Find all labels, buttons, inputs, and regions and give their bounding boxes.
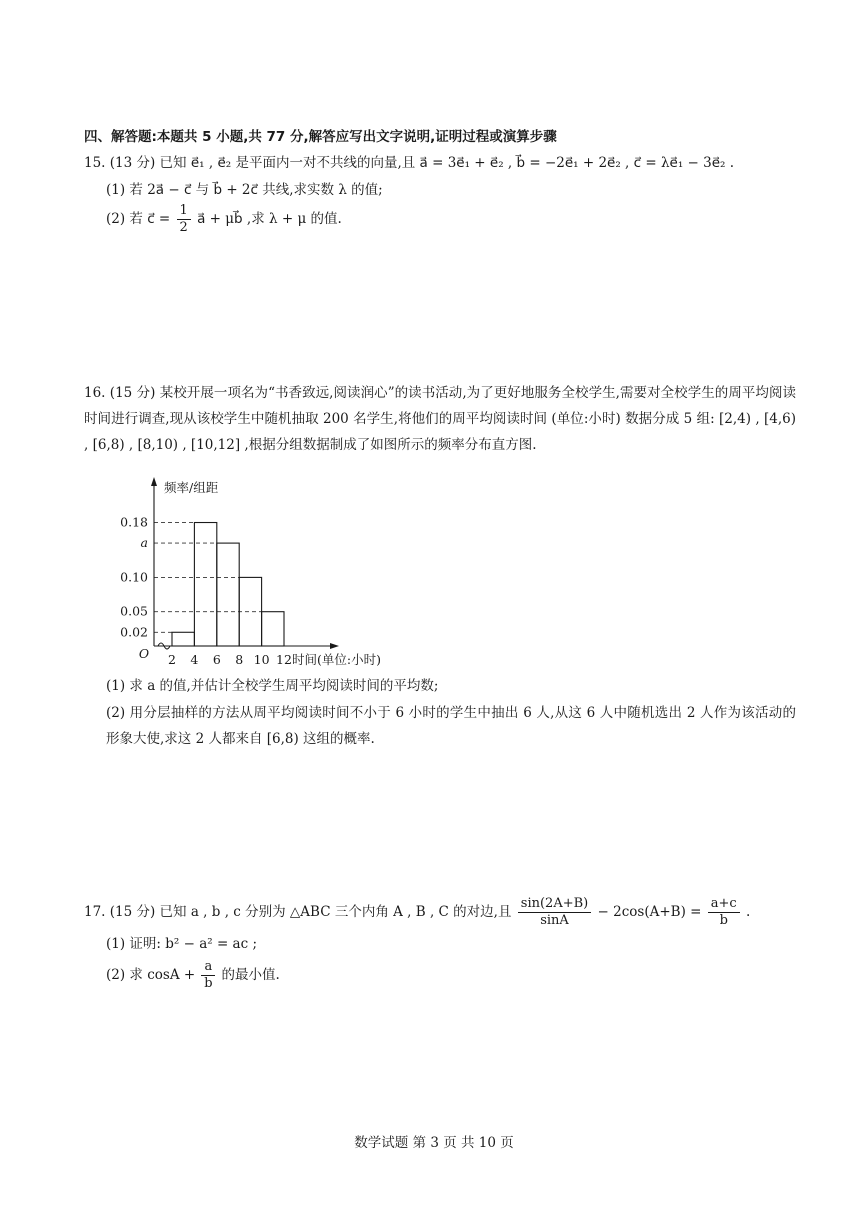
x-tick-label-5: 12 [276, 652, 292, 667]
y-tick-label-1: 0.05 [120, 603, 148, 619]
q17-end: . [746, 904, 751, 920]
q15-part2-fraction [177, 203, 191, 236]
histogram-bar-3 [239, 577, 261, 646]
q15-part2 [106, 202, 342, 236]
y-axis-label: 频率/组距 [164, 480, 219, 495]
histogram-bar-2 [217, 543, 239, 646]
section-header: 四、解答题:本题共 5 小题,共 77 分,解答应写出文字说明,证明过程或演算步骤 [84, 129, 557, 145]
histogram-bar-4 [262, 612, 284, 646]
q15-part2-prefix: (2) 若 c⃗ = [106, 211, 171, 227]
page-footer: 数学试题 第 3 页 共 10 页 [354, 1135, 514, 1151]
y-tick-label-0: 0.02 [120, 624, 148, 640]
histogram-bar-0 [172, 632, 194, 646]
histogram-bar-1 [194, 523, 216, 646]
q17-frac1-num: sin(2A+B) [518, 896, 591, 913]
q15-part1: (1) 若 2a⃗ − c⃗ 与 b⃗ + 2c⃗ 共线,求实数 λ 的值; [106, 182, 383, 198]
q17-part2 [106, 956, 280, 994]
y-tick-label-2: 0.10 [120, 569, 148, 585]
q17-stem-prefix: 17. (15 分) 已知 a , b , c 分别为 △ABC 三个内角 A , B , C 的对边,且 [84, 904, 512, 920]
y-tick-label-4: 0.18 [120, 514, 148, 530]
y-tick-label-3: a [140, 535, 148, 551]
q17-middle: − 2cos(A+B) = [597, 904, 702, 920]
q15-part2-suffix: a⃗ + μb⃗ ,求 λ + μ 的值. [197, 211, 342, 227]
q15-part2-frac-num: 1 [177, 203, 191, 220]
q17-part2-fraction [201, 959, 215, 992]
x-axis-arrow [330, 643, 339, 649]
q16-stem: 16. (15 分) 某校开展一项名为“书香致远,阅读润心”的读书活动,为了更好地服务全校学生,需要对全校学生的周平均阅读时间进行调查,现从该校学生中随机抽取 200 名学生,将他们的周平均阅读时间 (单位:小时) 数据分成 5 组: [2,4) , [4,6) , [6,8) , [8,10) , [10,12] ,根据分组数据制成了如图所示的频率分布直方图. [84, 385, 796, 453]
q17-fraction-2 [708, 896, 740, 929]
q15-stem: 15. (13 分) 已知 e⃗₁ , e⃗₂ 是平面内一对不共线的向量,且 a⃗ = 3e⃗₁ + e⃗₂ , b⃗ = −2e⃗₁ + 2e⃗₂ , c⃗ = λe⃗₁ − 3e⃗₂ . [84, 155, 735, 171]
x-tick-label-4: 10 [253, 652, 270, 667]
q17-frac2-den: b [719, 913, 728, 928]
x-tick-label-1: 4 [190, 652, 199, 667]
x-tick-label-0: 2 [168, 652, 176, 667]
y-axis-arrow [151, 477, 157, 486]
q17-part2-frac-num: a [201, 959, 215, 976]
q17-part1: (1) 证明: b² − a² = ac ; [106, 936, 258, 952]
q17-part2-suffix: 的最小值. [221, 967, 280, 983]
frequency-histogram [100, 476, 440, 676]
x-tick-label-2: 6 [212, 652, 221, 667]
q17-fraction-1 [518, 896, 591, 929]
x-tick-label-3: 8 [235, 652, 244, 667]
x-axis-label: 时间(单位:小时) [292, 652, 381, 667]
q16-part2: (2) 用分层抽样的方法从周平均阅读时间不小于 6 小时的学生中抽出 6 人,从这 6 人中随机选出 2 人作为该活动的形象大使,求这 2 人都来自 [6,8) 这组的概率. [106, 705, 796, 747]
q16-part1: (1) 求 a 的值,并估计全校学生周平均阅读时间的平均数; [106, 678, 439, 694]
q17-part2-frac-den: b [204, 976, 213, 991]
q17-part2-prefix: (2) 求 cosA + [106, 967, 196, 983]
origin-label: O [138, 646, 150, 661]
q17-frac2-num: a+c [708, 896, 740, 913]
q17-frac1-den: sinA [540, 913, 569, 928]
q17-stem [84, 892, 750, 932]
q15-part2-frac-den: 2 [179, 220, 188, 235]
